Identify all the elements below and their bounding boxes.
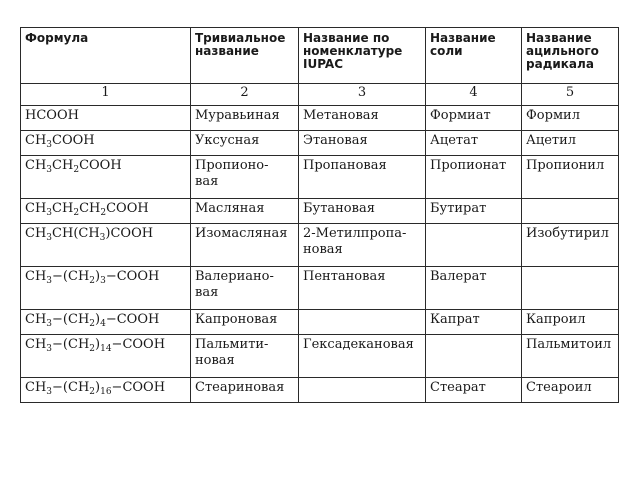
- table-row: [21, 224, 619, 267]
- column-number: 5: [522, 84, 619, 106]
- formula-cell: $CH_3CH_2CH_2COOH$: [21, 199, 191, 224]
- iupac-name-cell: Пентановая: [299, 267, 426, 310]
- acyl-radical-cell: Изобутирил: [522, 224, 619, 267]
- trivial-name-cell: Уксусная: [191, 131, 299, 156]
- formula-cell: $CH_3-(CH_2)_4-COOH$: [21, 310, 191, 335]
- iupac-name-cell: Этановая: [299, 131, 426, 156]
- iupac-name-cell: [299, 378, 426, 403]
- acyl-radical-cell: Ацетил: [522, 131, 619, 156]
- acyl-radical-cell: [522, 199, 619, 224]
- salt-name-cell: Стеарат: [426, 378, 522, 403]
- column-number: 2: [191, 84, 299, 106]
- header-acyl-radical: Название ацильного радикала: [522, 28, 619, 84]
- table-row: [21, 310, 619, 335]
- formula-cell: $CH_3CH_2COOH$: [21, 156, 191, 199]
- formula-cell: $CH_3-(CH_2)_{14}-COOH$: [21, 335, 191, 378]
- trivial-name-cell: Пальмити- новая: [191, 335, 299, 378]
- table-row: [21, 106, 619, 131]
- trivial-name-cell: Стеариновая: [191, 378, 299, 403]
- column-number: 3: [299, 84, 426, 106]
- iupac-name-cell: Пропановая: [299, 156, 426, 199]
- trivial-name-cell: Валериано- вая: [191, 267, 299, 310]
- header-trivial-name: Тривиальное название: [191, 28, 299, 84]
- table-row: [21, 131, 619, 156]
- salt-name-cell: [426, 335, 522, 378]
- column-number: 1: [21, 84, 191, 106]
- column-number: 4: [426, 84, 522, 106]
- table-row: [21, 267, 619, 310]
- iupac-name-cell: Гексадекановая: [299, 335, 426, 378]
- table-row: [21, 156, 619, 199]
- trivial-name-cell: Изомасляная: [191, 224, 299, 267]
- iupac-name-cell: Бутановая: [299, 199, 426, 224]
- table-row: [21, 378, 619, 403]
- salt-name-cell: Ацетат: [426, 131, 522, 156]
- formula-cell: HCOOH: [21, 106, 191, 131]
- salt-name-cell: Формиат: [426, 106, 522, 131]
- acyl-radical-cell: Формил: [522, 106, 619, 131]
- acyl-radical-cell: [522, 267, 619, 310]
- iupac-name-cell: 2-Метилпропа- новая: [299, 224, 426, 267]
- column-number-row: [21, 84, 619, 106]
- header-salt-name: Название соли: [426, 28, 522, 84]
- header-formula: Формула: [21, 28, 191, 84]
- iupac-name-cell: Метановая: [299, 106, 426, 131]
- header-row: [21, 28, 619, 84]
- salt-name-cell: Капрат: [426, 310, 522, 335]
- salt-name-cell: Пропионат: [426, 156, 522, 199]
- acyl-radical-cell: Капроил: [522, 310, 619, 335]
- salt-name-cell: Валерат: [426, 267, 522, 310]
- formula-cell: $CH_3-(CH_2)_{16}-COOH$: [21, 378, 191, 403]
- acyl-radical-cell: Пропионил: [522, 156, 619, 199]
- table-row: [21, 199, 619, 224]
- trivial-name-cell: Масляная: [191, 199, 299, 224]
- trivial-name-cell: Муравьиная: [191, 106, 299, 131]
- formula-cell: $CH_3-(CH_2)_3-COOH$: [21, 267, 191, 310]
- table-body: [21, 106, 619, 403]
- carboxylic-acids-table: [20, 27, 619, 403]
- trivial-name-cell: Пропионо- вая: [191, 156, 299, 199]
- table-row: [21, 335, 619, 378]
- acyl-radical-cell: Стеароил: [522, 378, 619, 403]
- trivial-name-cell: Капроновая: [191, 310, 299, 335]
- iupac-name-cell: [299, 310, 426, 335]
- formula-cell: $CH_3COOH$: [21, 131, 191, 156]
- formula-cell: $CH_3CH(CH_3)COOH$: [21, 224, 191, 267]
- salt-name-cell: Бутират: [426, 199, 522, 224]
- acyl-radical-cell: Пальмитоил: [522, 335, 619, 378]
- header-iupac-name: Название по номенклатуре IUPAC: [299, 28, 426, 84]
- salt-name-cell: [426, 224, 522, 267]
